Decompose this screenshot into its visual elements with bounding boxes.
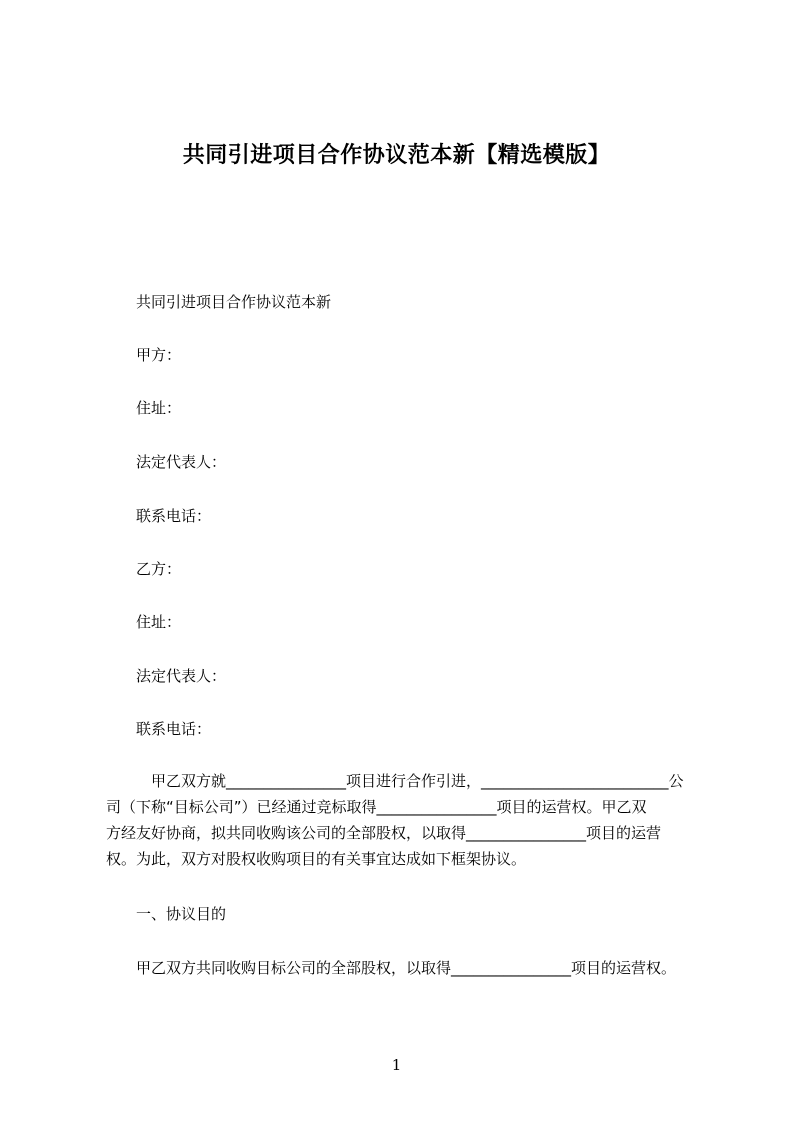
party-b-address: 住址： [136, 613, 182, 631]
intro-line: 甲乙双方就________________项目进行合作引进，_________________________公 [136, 772, 684, 790]
intro-line: 权。为此，双方对股权收购项目的有关事宜达成如下框架协议。 [106, 850, 527, 868]
intro-line: 司（下称“目标公司”）已经通过竞标取得________________项目的运营权。甲乙双 [106, 798, 647, 816]
intro-paragraph [106, 768, 706, 872]
document-title: 共同引进项目合作协议范本新【精选模版】 [182, 143, 611, 168]
page-number: 1 [391, 1056, 402, 1074]
party-a-phone: 联系电话： [136, 507, 212, 525]
party-b-phone: 联系电话： [136, 720, 212, 738]
section-1-heading: 一、协议目的 [136, 905, 227, 923]
section-1-body: 甲乙双方共同收购目标公司的全部股权，以取得________________项目的运营权。 [136, 959, 677, 977]
party-a-address: 住址： [136, 399, 182, 417]
party-b-legal-rep: 法定代表人： [136, 667, 227, 685]
party-a-label: 甲方： [136, 346, 182, 364]
document-subtitle: 共同引进项目合作协议范本新 [136, 293, 332, 311]
party-a-legal-rep: 法定代表人： [136, 453, 227, 471]
party-b-label: 乙方： [136, 560, 182, 578]
intro-line: 方经友好协商，拟共同收购该公司的全部股权，以取得________________项目的运营 [106, 824, 662, 842]
